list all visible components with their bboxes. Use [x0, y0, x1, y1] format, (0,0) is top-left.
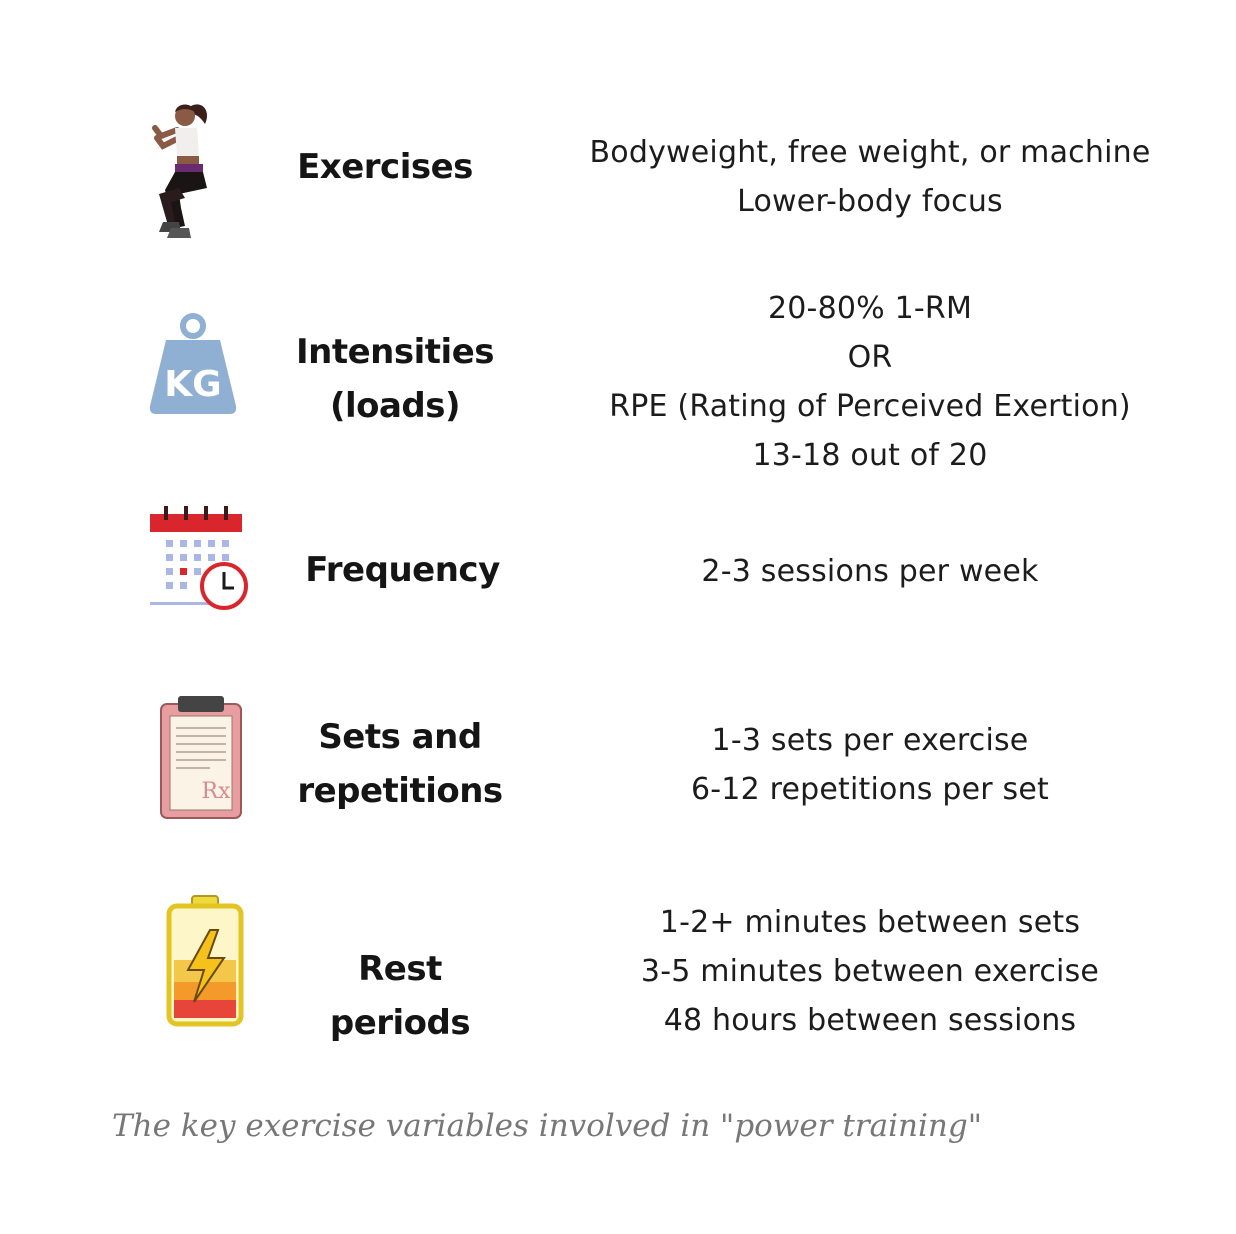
clipboard-prescription-icon — [160, 694, 242, 820]
detail-line: Bodyweight, free weight, or machine — [589, 135, 1151, 170]
detail-line: RPE (Rating of Perceived Exertion) — [609, 389, 1131, 424]
label-exercises — [290, 140, 480, 194]
kg-icon-text: KG — [164, 364, 222, 405]
label-line: repetitions — [297, 771, 503, 811]
rx-icon-text: Rx — [201, 779, 231, 804]
detail-line: 20-80% 1-RM — [767, 291, 973, 326]
detail-rest-periods — [580, 898, 1160, 1045]
detail-intensities — [580, 284, 1160, 480]
kettle-weight-kg-icon — [144, 312, 242, 418]
detail-sets-repetitions — [580, 716, 1160, 814]
detail-line: 6-12 repetitions per set — [690, 772, 1049, 807]
battery-lightning-icon — [166, 894, 244, 1028]
label-sets-repetitions — [295, 710, 505, 818]
label-line: Exercises — [297, 147, 473, 187]
detail-line: 2-3 sessions per week — [701, 554, 1039, 589]
detail-line: Lower-body focus — [737, 184, 1003, 219]
label-intensities — [290, 325, 500, 433]
label-line: Sets and — [318, 717, 482, 757]
detail-line: 3-5 minutes between exercise — [640, 954, 1100, 989]
label-line: Rest periods — [329, 949, 471, 1043]
detail-line: 1-2+ minutes between sets — [659, 905, 1081, 940]
squatting-woman-icon — [145, 98, 215, 244]
detail-line: 1-3 sets per exercise — [711, 723, 1029, 758]
label-line: Intensities — [296, 332, 494, 372]
detail-line: 13-18 out of 20 — [752, 438, 988, 473]
detail-exercises — [580, 128, 1160, 226]
label-frequency — [300, 543, 505, 597]
label-line: Frequency — [305, 550, 500, 590]
detail-line: 48 hours between sessions — [663, 1003, 1077, 1038]
calendar-clock-icon — [150, 504, 252, 616]
figure-caption: The key exercise variables involved in "power training" — [112, 1108, 982, 1144]
label-rest-periods — [290, 942, 510, 1050]
detail-frequency — [580, 547, 1160, 596]
detail-line: OR — [847, 340, 893, 375]
label-line: (loads) — [329, 386, 461, 426]
